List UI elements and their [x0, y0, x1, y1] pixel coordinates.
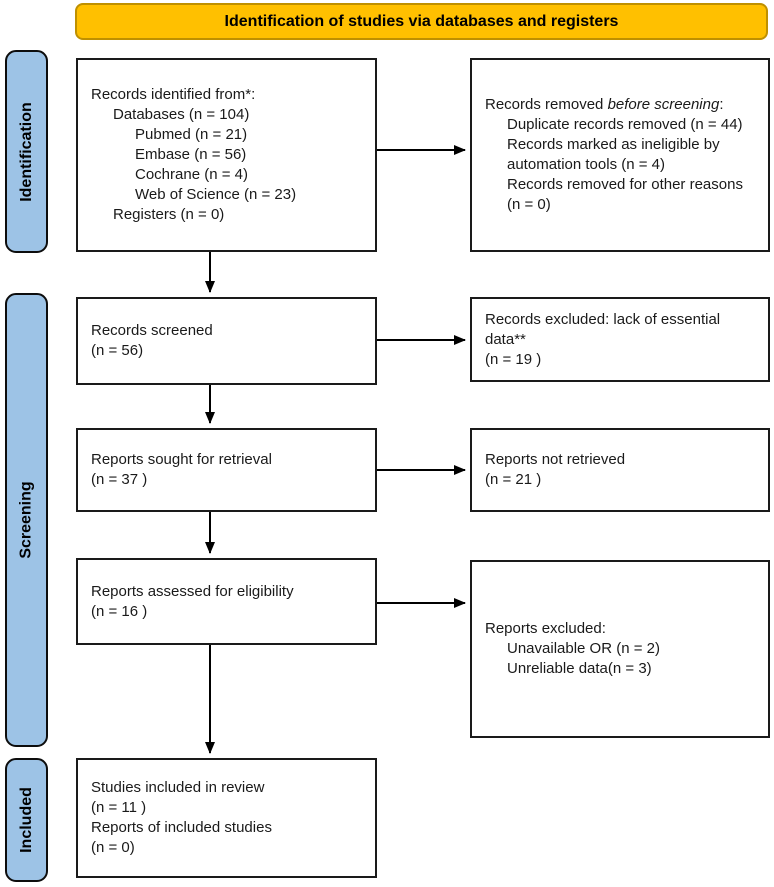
box-studies-included	[76, 758, 377, 878]
text-line: Reports not retrieved	[485, 451, 626, 468]
text-line: Records marked as ineligible by automation tools (n = 4)	[507, 136, 720, 173]
box-records-screened	[76, 297, 377, 385]
text-line: Records screened	[91, 322, 213, 339]
box-reports-assessed	[76, 558, 377, 645]
box-reports-excluded	[470, 560, 770, 738]
box-records-excluded	[470, 297, 770, 382]
text-line: (n = 21 )	[485, 471, 542, 488]
text-line: Records excluded: lack of essential data**	[485, 310, 721, 348]
text-line: (n = 16 )	[91, 602, 148, 620]
text-line: (n = 0)	[91, 839, 135, 856]
text-line: (n = 19 )	[485, 350, 542, 368]
stage-included	[5, 758, 48, 882]
text-line: Studies included in review	[91, 779, 265, 796]
box-reports-sought	[76, 428, 377, 512]
stage-label-screening: Screening	[17, 481, 35, 559]
box-reports-not-retrieved	[470, 428, 770, 512]
stage-label-included: Included	[17, 787, 35, 853]
text-line: Records removed for other reasons (n = 0)	[507, 176, 743, 213]
stage-label-identification: Identification	[17, 101, 35, 202]
stage-identification	[5, 50, 48, 253]
text-line: Pubmed (n = 21)	[135, 126, 248, 143]
text-line: Registers (n = 0)	[113, 206, 225, 223]
box-records-removed	[470, 58, 770, 252]
text-line: Reports assessed for eligibility	[91, 582, 294, 600]
stage-screening	[5, 293, 48, 747]
text-line: Cochrane (n = 4)	[135, 166, 248, 183]
text-line: Embase (n = 56)	[135, 146, 247, 163]
text-line: Reports sought for retrieval	[91, 451, 272, 468]
text-line: (n = 56)	[91, 342, 144, 359]
text-line: Unavailable OR (n = 2)	[507, 640, 660, 657]
text-line: (n = 37 )	[91, 471, 148, 488]
text-line: Reports excluded:	[485, 620, 606, 637]
text-line: Web of Science (n = 23)	[135, 186, 297, 203]
text-line: Duplicate records removed (n = 44)	[507, 116, 743, 133]
text-line: Reports of included studies	[91, 819, 272, 836]
text-line: Databases (n = 104)	[113, 106, 250, 123]
text-line: Records removed before screening:	[485, 96, 724, 113]
box-records-identified	[76, 58, 377, 252]
text-line: Unreliable data(n = 3)	[507, 660, 652, 677]
text-line: (n = 11 )	[91, 799, 147, 816]
banner-title: Identification of studies via databases and registers	[75, 3, 768, 40]
text-line: Records identified from*:	[91, 86, 256, 103]
